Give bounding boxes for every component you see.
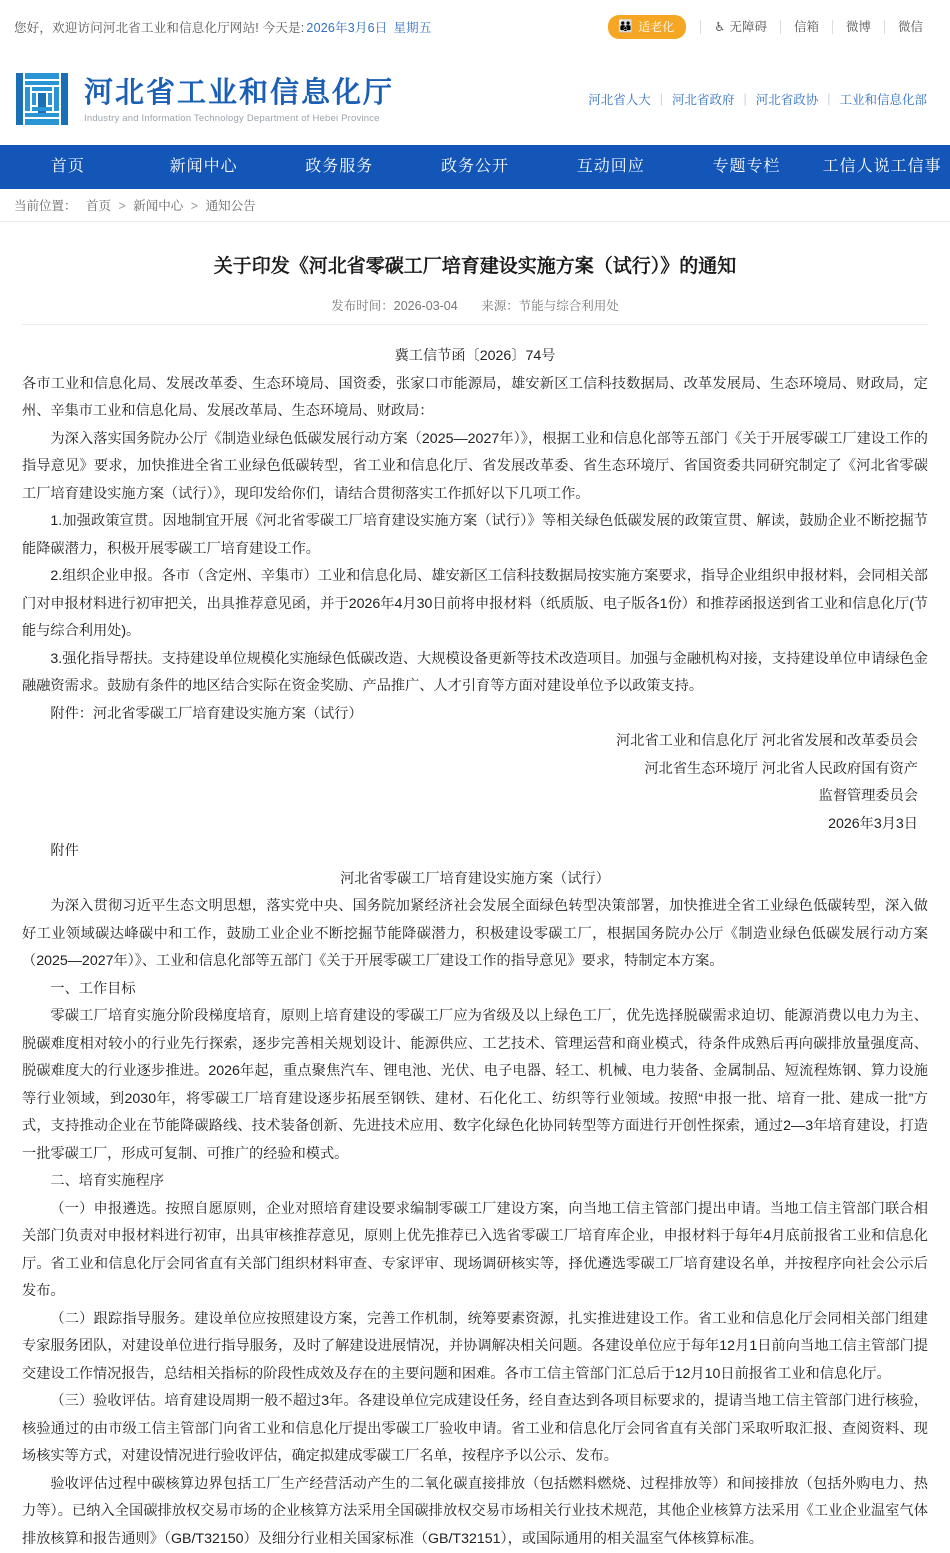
signature-date: 2026年3月3日 [22,811,928,839]
site-header [0,53,950,145]
top-utility-links [608,15,936,39]
article-meta [22,296,928,325]
breadcrumb-item-home[interactable]: 首页 [86,199,111,213]
gov-link-miit[interactable]: 工业和信息化部 [830,90,936,108]
signature-line-3: 监督管理委员会 [22,783,928,811]
article-source: 来源：节能与综合利用处 [481,299,619,313]
nav-item-staff-voices[interactable]: 工信人说工信事 [814,145,950,189]
section-2-item-3: （三）验收评估。培育建设周期一般不超过3年。各建设单位完成建设任务，经自查达到各项目标要求的，提请当地工信主管部门进行核验，核验通过的由市级工信主管部门向省工业和信息化厅提出零碳工厂验收申请。省工业和信息化厅会同省直有关部门采取听取汇报、查阅资料、现场核实等方式，对建设情况进行验收评估，确定拟建成零碳工厂名单，按程序予以公示、发布。 [22,1388,928,1471]
mailbox-label: 信箱 [794,20,819,34]
mailbox-link[interactable] [780,20,832,34]
breadcrumb-arrow: > [187,199,202,213]
nav-item-interaction[interactable]: 互动回应 [543,145,679,189]
link-separator: | [660,92,663,106]
accessibility-label: 无障碍 [729,20,767,34]
breadcrumb [14,196,256,214]
welcome-text: 您好，欢迎访问河北省工业和信息化厅网站! 今天是: [14,21,304,35]
nav-item-gov-services[interactable]: 政务服务 [271,145,407,189]
gov-link-renda[interactable]: 河北省人大 [579,90,660,108]
breadcrumb-bar [0,189,950,222]
current-weekday: 星期五 [393,21,431,35]
weibo-label: 微博 [846,20,871,34]
section-2-item-4: 验收评估过程中碳核算边界包括工厂生产经营活动产生的二氧化碳直接排放（包括燃料燃烧、过程排放等）和间接排放（包括外购电力、热力等）。已纳入全国碳排放权交易市场的企业核算方法采用全国碳排放权交易市场相关行业技术规范，其他企业核算方法采用《工业企业温室气体排放核算和报告通则》（GB/T32150）及细分行业相关国家标准（GB/T32151），或国际通用的相关温室气体核算标准。 [22,1471,928,1553]
publish-time: 发布时间：2026-03-04 [331,299,457,313]
attachment-label: 附件 [22,838,928,866]
link-separator: | [827,92,830,106]
external-gov-links [579,90,936,108]
section-2-item-1: （一）申报遴选。按照自愿原则，企业对照培育建设要求编制零碳工厂建设方案，向当地工信主管部门提出申请。当地工信主管部门联合相关部门负责对申报材料进行初审，出具审核推荐意见，原则上优先推荐已入选省零碳工厂培育库企业，申报材料于每年4月底前报省工业和信息化厅。省工业和信息化厅会同省直有关部门组织材料审查、专家评审、现场调研核实等，择优遴选零碳工厂培育建设名单，并按程序向社会公示后发布。 [22,1196,928,1306]
section-2-item-2: （二）跟踪指导服务。建设单位应按照建设方案，完善工作机制，统筹要素资源，扎实推进建设工作。省工业和信息化厅会同相关部门组建专家服务团队，对建设单位进行指导服务，及时了解建设进展情况，并协调解决相关问题。各建设单位应于每年12月1日前向当地工信主管部门提交建设工作情况报告，总结相关指标的阶段性成效及存在的主要问题和困难。各市工信主管部门汇总后于12月10日前报省工业和信息化厅。 [22,1306,928,1389]
section-1-body: 零碳工厂培育实施分阶段梯度培育，原则上培育建设的零碳工厂应为省级及以上绿色工厂，优先选择脱碳需求迫切、能源消费以电力为主、脱碳难度相对较小的行业先行探索，逐步完善相关规划设计、能源供应、工艺技术、管理运营和商业模式，待条件成熟后再向碳排放量强度高、脱碳难度大的行业逐步推进。2026年起，重点聚焦汽车、锂电池、光伏、电子电器、轻工、机械、电力装备、金属制品、短流程炼钢、算力设施等行业领域，到2030年，将零碳工厂培育建设逐步拓展至钢铁、建材、石化化工、纺织等行业领域。按照“申报一批、培育一批、建成一批”方式，支持推动企业在节能降碳路线、技术装备创新、先进技术应用、数字化绿色化协同转型等方面进行开创性探索，通过2—3年培育建设，打造一批零碳工厂，形成可复制、可推广的经验和模式。 [22,1003,928,1168]
attachment-title: 河北省零碳工厂培育建设实施方案（试行） [22,866,928,894]
brand-title-cn: 河北省工业和信息化厅 [84,76,394,110]
main-navigation [0,145,950,189]
attachment-reference-line: 附件：河北省零碳工厂培育建设实施方案（试行） [22,701,928,729]
welcome-message [14,18,432,36]
recipients-paragraph: 各市工业和信息化局、发展改革委、生态环境局、国资委，张家口市能源局，雄安新区工信科技数据局、改革发展局、生态环境局、财政局，定州、辛集市工业和信息化局、发展改革局、生态环境局、财政局： [22,371,928,426]
page-title: 关于印发《河北省零碳工厂培育建设实施方案（试行）》的通知 [50,252,900,282]
gov-link-zhengxie[interactable]: 河北省政协 [747,90,828,108]
nav-item-special-column[interactable]: 专题专栏 [679,145,815,189]
plan-intro-paragraph: 为深入贯彻习近平生态文明思想，落实党中央、国务院加紧经济社会发展全面绿色转型决策部署，加快推进全省工业绿色低碳转型，深入做好工业领域碳达峰碳中和工作，鼓励工业企业不断挖掘节能降碳潜力，积极建设零碳工厂，根据国务院办公厅《制造业绿色低碳发展行动方案（2025—2027年）》、工业和信息化部等五部门《关于开展零碳工厂建设工作的指导意见》要求，特制定本方案。 [22,893,928,976]
signature-block [22,728,928,838]
task-paragraph-1: 1.加强政策宣贯。因地制宜开展《河北省零碳工厂培育建设实施方案（试行）》等相关绿色低碳发展的政策宣贯、解读，鼓励企业不断挖掘节能降碳潜力，积极开展零碳工厂培育建设工作。 [22,508,928,563]
wheelchair-icon: ♿ [714,20,725,34]
section-title-2: 二、培育实施程序 [22,1168,928,1196]
task-paragraph-2: 2.组织企业申报。各市（含定州、辛集市）工业和信息化局、雄安新区工信科技数据局按实施方案要求，指导企业组织申报材料，会同相关部门对申报材料进行初审把关，出具推荐意见函，并于2026年4月30日前将申报材料（纸质版、电子版各1份）和推荐函报送到省工业和信息化厅(节能与综合利用处)。 [22,563,928,646]
brand-text-block [84,74,394,125]
task-paragraph-3: 3.强化指导帮扶。支持建设单位规模化实施绿色低碳改造、大规模设备更新等技术改造项目。加强与金融机构对接，支持建设单位申请绿色金融融资需求。鼓励有条件的地区结合实际在资金奖励、产品推广、人才引育等方面对建设单位予以政策支持。 [22,646,928,701]
weibo-link[interactable] [832,20,884,34]
hebei-miit-logo-icon [14,71,70,127]
intro-paragraph: 为深入落实国务院办公厅《制造业绿色低碳发展行动方案（2025—2027年）》，根据工业和信息化部等五部门《关于开展零碳工厂建设工作的指导意见》要求，加快推进全省工业绿色低碳转型，省工业和信息化厅、省发展改革委、省生态环境厅、省国资委共同研究制定了《河北省零碳工厂培育建设实施方案（试行）》，现印发给你们，请结合贯彻落实工作抓好以下几项工作。 [22,426,928,509]
article-body [22,343,928,1553]
current-date: 2026年3月6日 [306,21,387,35]
signature-line-1: 河北省工业和信息化厅 河北省发展和改革委员会 [22,728,928,756]
nav-item-news-center[interactable]: 新闻中心 [136,145,272,189]
link-separator: | [743,92,746,106]
gov-link-zhengfu[interactable]: 河北省政府 [663,90,744,108]
nav-item-home[interactable]: 首页 [0,145,136,189]
article-container [0,252,950,1553]
elder-mode-button[interactable] [608,15,686,39]
wechat-label: 微信 [898,20,923,34]
brand-title-en: Industry and Information Technology Department of Hebei Province [84,113,394,125]
site-brand[interactable] [14,71,394,127]
document-number: 冀工信节函〔2026〕74号 [22,343,928,371]
section-title-1: 一、工作目标 [22,976,928,1004]
breadcrumb-item-news-center[interactable]: 新闻中心 [133,199,183,213]
nav-item-gov-disclosure[interactable]: 政务公开 [407,145,543,189]
signature-line-2: 河北省生态环境厅 河北省人民政府国有资产 [22,756,928,784]
accessibility-link[interactable] [700,20,780,34]
wechat-link[interactable] [884,20,936,34]
elder-person-icon: 👪 [618,20,633,32]
elder-mode-label: 适老化 [638,18,674,35]
breadcrumb-label: 当前位置： [14,199,77,213]
top-utility-bar [0,0,950,53]
breadcrumb-item-notice[interactable]: 通知公告 [206,199,256,213]
breadcrumb-arrow: > [115,199,130,213]
